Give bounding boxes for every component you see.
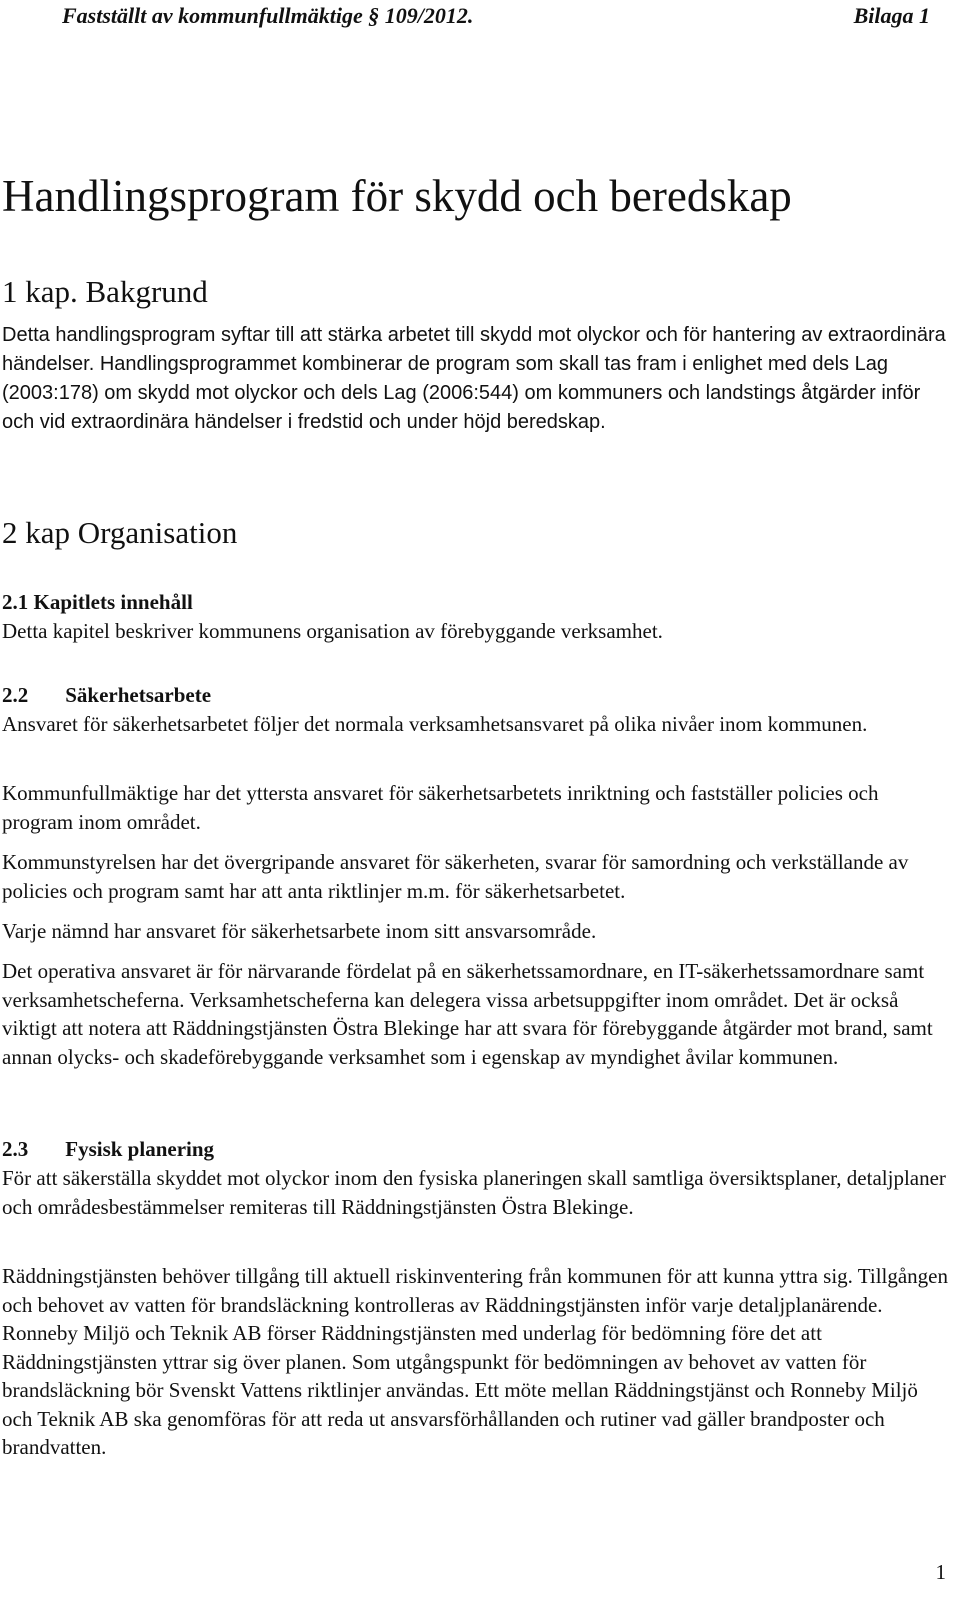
chapter-1-heading: 1 kap. Bakgrund (2, 274, 208, 309)
section-2-2-paragraph-2: Kommunfullmäktige har det yttersta ansvaret för säkerhetsarbetets inriktning och fastställer policies och program inom området. (2, 781, 879, 834)
header-attachment-label: Bilaga 1 (853, 3, 930, 28)
section-2-1-heading (2, 588, 193, 616)
section-2-2-number: 2.2 (2, 683, 29, 707)
chapter-1-paragraph: Detta handlingsprogram syftar till att stärka arbetet till skydd mot olyckor och för hantering av extraordinära händelser. Handlingsprogrammet kombinerar de program som skall tas fram i enlighet med dels Lag (2003:178) om skydd mot olyckor och dels Lag (2006:544) om kommuners och landstings åtgärder inför och vid extraordinära händelser i fredstid och under höjd beredskap. (2, 324, 946, 433)
section-2-2-heading (2, 681, 211, 709)
section-2-1-number: 2.1 (2, 590, 29, 614)
section-2-3-paragraph-2: Räddningstjänsten behöver tillgång till aktuell riskinventering från kommunen för att kunna yttra sig. Tillgången och behovet av vatten för brandsläckning kontrolleras av Räddningstjänsten inför varje detaljplanärende. Ronneby Miljö och Teknik AB förser Räddningstjänsten med underlag för bedömning före det att Räddningstjänsten yttrar sig över planen. Som utgångspunkt för bedömningen av behovet av vatten för brandsläckning bör Svenskt Vattens riktlinjer användas. Ett möte mellan Räddningstjänst och Ronneby Miljö och Teknik AB ska genomföras för att reda ut ansvarsförhållanden och rutiner vad gäller brandposter och brandvatten. (2, 1264, 949, 1459)
section-2-2-paragraph-5: Det operativa ansvaret är för närvarande fördelat på en säkerhetssamordnare, en IT-säkerhetssamordnare samt verksamhetscheferna. Verksamhetscheferna kan delegera vissa arbetsuppgifter inom området. Det är också viktigt att notera att Räddningstjänsten Östra Blekinge har att svara för förebyggande åtgärder mot brand, samt annan olycks- och skadeförebyggande verksamhet som i egenskap av myndighet åvilar kommunen. (2, 959, 933, 1069)
section-2-3-number: 2.3 (2, 1137, 29, 1161)
section-2-2-paragraph-4: Varje nämnd har ansvaret för säkerhetsarbete inom sitt ansvarsområde. (2, 919, 597, 943)
chapter-2-heading: 2 kap Organisation (2, 515, 238, 550)
section-2-1-title: Kapitlets innehåll (33, 590, 193, 614)
header-approval-note: Fastställt av kommunfullmäktige § 109/2012. (62, 3, 474, 28)
section-2-3-paragraph-1: För att säkerställa skyddet mot olyckor inom den fysiska planeringen skall samtliga översiktsplaner, detaljplaner och områdesbestämmelser remiteras till Räddningstjänsten Östra Blekinge. (2, 1166, 946, 1219)
section-2-1-paragraph: Detta kapitel beskriver kommunens organisation av förebyggande verksamhet. (2, 619, 663, 643)
section-2-2-paragraph-3: Kommunstyrelsen har det övergripande ansvaret för säkerheten, svarar för samordning och verkställande av policies och program samt har att anta riktlinjer m.m. för säkerhetsarbetet. (2, 850, 909, 903)
page-header (62, 2, 930, 30)
section-2-3-heading (2, 1135, 214, 1163)
section-2-2-title: Säkerhetsarbete (65, 683, 212, 707)
section-2-2-paragraph-1: Ansvaret för säkerhetsarbetet följer det normala verksamhetsansvaret på olika nivåer inom kommunen. (2, 712, 868, 736)
section-2-3-title: Fysisk planering (65, 1137, 215, 1161)
document-title: Handlingsprogram för skydd och beredskap (2, 171, 792, 221)
page-number: 1 (935, 1560, 946, 1584)
